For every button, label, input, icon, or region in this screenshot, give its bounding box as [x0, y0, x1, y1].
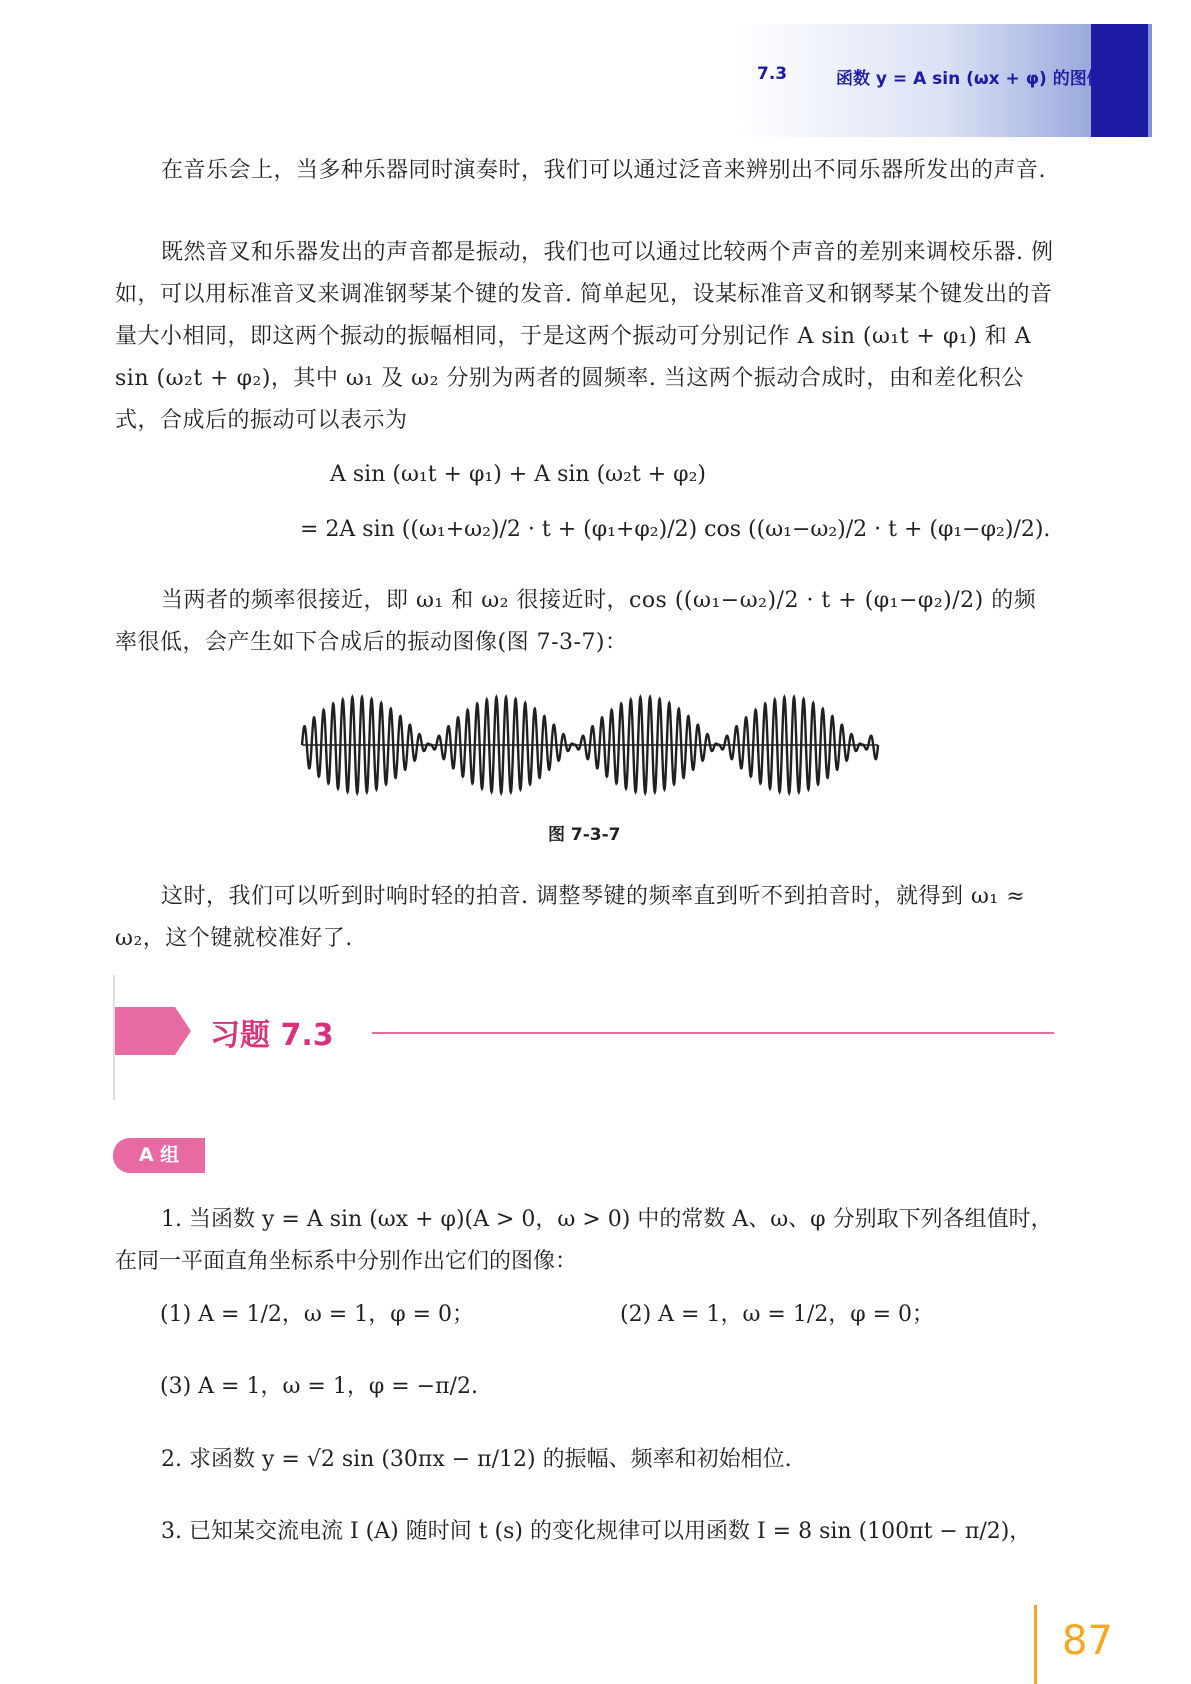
exercise-title-rule — [372, 1032, 1054, 1034]
figure-caption: 图 7-3-7 — [548, 825, 621, 845]
paragraph-2: 既然音叉和乐器发出的声音都是振动，我们也可以通过比较两个声音的差别来调校乐器. 例如，可以用标准音叉来调准钢琴某个键的发音. 简单起见，设某标准音叉和钢琴某个键发出的音量大小相同，即这两个振动的振幅相同，于是这两个振动可分别记作 A sin (ω₁t + φ₁) 和 A sin (ω₂t + φ₂)，其中 ω₁ 及 ω₂ 分别为两者的圆频率. 当这两个振动合成时，由和差化积公式，合成后的振动可以表示为 — [115, 240, 1054, 433]
exercise-1: 1. 当函数 y = A sin (ωx + φ)(A > 0，ω > 0) 中的常数 A、ω、φ 分别取下列各组值时，在同一平面直角坐标系中分别作出它们的图像： — [115, 1207, 1053, 1274]
exercise-1-part-1: (1) A = 1/2，ω = 1，φ = 0； — [160, 1302, 475, 1327]
page-number: 87 — [1062, 1618, 1113, 1664]
group-a-badge: A 组 — [113, 1138, 205, 1173]
waveform-curve — [302, 697, 878, 793]
beat-waveform-figure — [300, 690, 880, 800]
equation-line-2: = 2A sin ((ω₁+ω₂)/2 · t + (φ₁+φ₂)/2) cos ((ω₁−ω₂)/2 · t + (φ₁−φ₂)/2). — [300, 517, 1051, 542]
exercise-1-part-2: (2) A = 1，ω = 1/2，φ = 0； — [620, 1302, 935, 1327]
header-section-number: 7.3 — [757, 64, 788, 84]
exercise-2: 2. 求函数 y = √2 sin (30πx − π/12) 的振幅、频率和初始相位. — [161, 1447, 792, 1472]
paragraph-4: 这时，我们可以听到时响时轻的拍音. 调整琴键的频率直到听不到拍音时，就得到 ω₁ ≈ ω₂，这个键就校准好了. — [115, 884, 1026, 951]
exercise-3: 3. 已知某交流电流 I (A) 随时间 t (s) 的变化规律可以用函数 I = 8 sin (100πt − π/2)， — [161, 1519, 1032, 1544]
page-number-rule — [1034, 1605, 1037, 1684]
header-section-title: 函数 y = A sin (ωx + φ) 的图像 — [836, 69, 1104, 89]
paragraph-3: 当两者的频率很接近，即 ω₁ 和 ω₂ 很接近时，cos ((ω₁−ω₂)/2 · t + (φ₁−φ₂)/2) 的频率很低，会产生如下合成后的振动图像(图 7-3-7)： — [115, 588, 1037, 655]
exercise-1-part-3: (3) A = 1，ω = 1，φ = −π/2. — [160, 1374, 478, 1399]
paragraph-1: 在音乐会上，当多种乐器同时演奏时，我们可以通过泛音来辨别出不同乐器所发出的声音. — [161, 158, 1046, 183]
exercise-title: 习题 7.3 — [210, 1018, 334, 1053]
exercise-title-banner — [115, 1007, 195, 1055]
equation-line-1: A sin (ω₁t + φ₁) + A sin (ω₂t + φ₂) — [330, 462, 706, 487]
